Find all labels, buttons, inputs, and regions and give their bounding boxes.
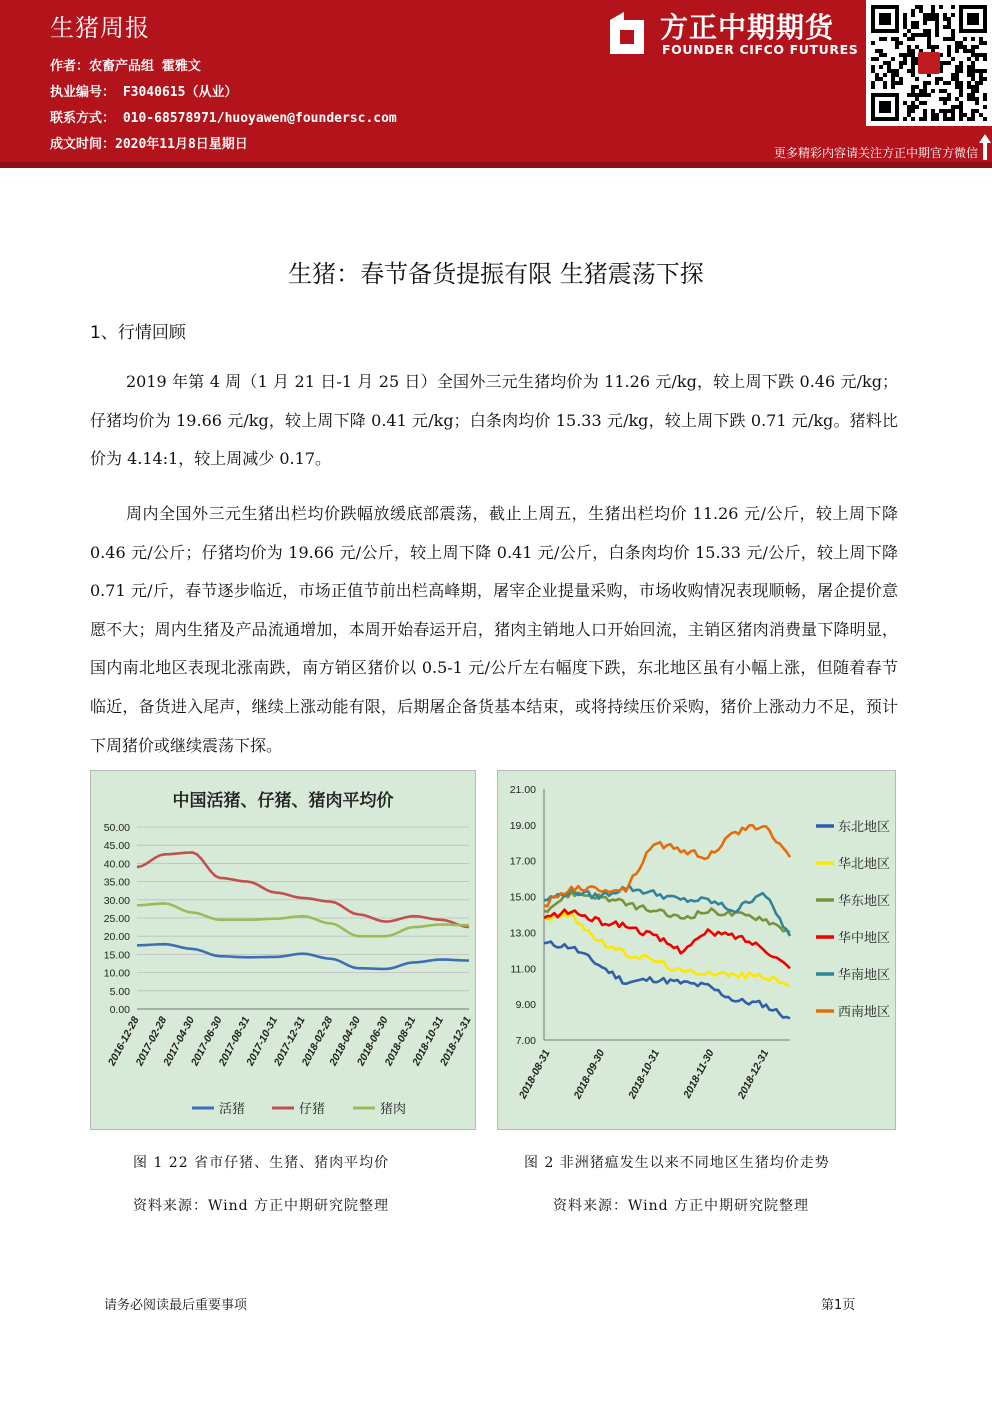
license-line: 执业编号： F3040615（从业） [50,85,238,100]
chart-1-legend-label: 仔猪 [299,1102,326,1117]
chart-1-y-tick: 5.00 [109,985,130,998]
chart-1-x-tick: 2018-10-31 [410,1014,446,1068]
chart-1-y-tick: 0.00 [109,1004,130,1016]
chart-1-y-tick: 35.00 [103,876,130,889]
chart-1-y-tick: 45.00 [103,840,130,853]
chart-1 [90,770,476,1130]
chart-1-y-tick: 20.00 [103,931,130,944]
page-number: 第1页 [821,1298,856,1313]
chart-2-x-tick: 2018-10-31 [626,1047,662,1101]
chart-1-x-tick: 2016-12-28 [105,1014,142,1068]
document-title: 生猪：春节备货提振有限 生猪震荡下探 [288,260,704,288]
paragraph-2: 周内全国外三元生猪出栏均价跌幅放缓底部震荡，截止上周五，生猪出栏均价 11.26 元/公斤，较上周下降 0.46 元/公斤；仔猪均价为 19.66 元/公斤，较上周下降 0.41 元/公斤，白条肉均价 15.33 元/公斤，较上周下降 0.71 元/斤，春节逐步临近，市场正值节前出栏高峰期，屠宰企业提量采购，市场收购情况表现顺畅，屠企提价意愿不大；周内生猪及产品流通增加，本周开始春运开启，猪肉主销地人口开始回流，主销区猪肉消费量下降明显，国内南北地区表现北涨南跌，南方销区猪价以 0.5-1 元/公斤左右幅度下跌，东北地区虽有小幅上涨，但随着春节临近，备货进入尾声，继续上涨动能有限，后期屠企备货基本结束，或将持续压价采购，猪价上涨动力不足，预计下周猪价或继续震荡下探。 [90,504,898,755]
chart-1-x-tick: 2017-06-30 [188,1014,225,1068]
chart-1-y-tick: 25.00 [103,913,130,925]
chart-1-x-tick: 2017-10-31 [244,1014,280,1068]
chart-2-series-line-2 [544,892,790,932]
chart-1-y-tick: 15.00 [103,949,130,962]
chart-2 [497,770,896,1130]
figure-1-source: 资料来源：Wind 方正中期研究院整理 [133,1198,390,1214]
chart-2-legend-label: 华北地区 [838,857,891,872]
chart-2-legend-label: 华南地区 [838,968,891,983]
logo-mark-icon [606,10,652,56]
logo-cn-text: 方正中期期货 [660,11,835,44]
chart-1-legend-label: 猪肉 [380,1102,407,1117]
chart-1-y-tick: 40.00 [103,858,130,871]
chart-2-legend-label: 东北地区 [838,820,891,835]
report-type: 生猪周报 [50,14,150,42]
chart-2-svg [498,771,895,1129]
chart-2-y-tick: 15.00 [509,891,536,904]
chart-2-series-line-1 [544,911,790,986]
chart-2-y-tick: 21.00 [509,784,536,796]
chart-1-y-tick: 50.00 [103,822,130,834]
chart-1-svg [91,771,475,1129]
logo-en-text: FOUNDER CIFCO FUTURES [662,42,859,57]
chart-2-legend-label: 西南地区 [838,1005,891,1020]
chart-2-x-tick: 2018-12-31 [735,1047,772,1101]
footer-notice: 请务必阅读最后重要事项 [104,1298,248,1313]
chart-2-series-line-0 [544,942,790,1019]
chart-1-x-tick: 2018-02-28 [299,1014,336,1068]
chart-2-y-tick: 7.00 [515,1035,536,1047]
figure-2-source: 资料来源：Wind 方正中期研究院整理 [553,1198,810,1214]
chart-2-y-tick: 19.00 [509,819,536,832]
chart-1-y-tick: 30.00 [103,894,130,907]
chart-1-y-tick: 10.00 [103,967,130,980]
chart-2-x-tick: 2018-11-30 [681,1047,717,1101]
chart-1-legend-label: 活猪 [219,1102,246,1117]
chart-1-x-tick: 2017-08-31 [216,1014,253,1068]
chart-1-x-tick: 2018-08-31 [382,1014,419,1068]
chart-1-title: 中国活猪、仔猪、猪肉平均价 [172,791,394,811]
figure-2-caption: 图 2 非洲猪瘟发生以来不同地区生猪均价走势 [524,1155,830,1171]
chart-2-y-tick: 13.00 [509,927,536,940]
section-heading: 1、行情回顾 [90,323,186,343]
chart-1-x-tick: 2018-04-30 [327,1014,363,1068]
chart-2-x-tick: 2018-08-31 [516,1047,553,1101]
report-header [0,0,992,162]
figure-1-caption: 图 1 22 省市仔猪、生猪、猪肉平均价 [133,1155,390,1171]
chart-1-series-line-0 [137,944,469,969]
chart-2-y-tick: 9.00 [515,999,536,1012]
date-line: 成文时间：2020年11月8日星期日 [50,137,248,152]
chart-1-x-tick: 2017-02-28 [133,1014,170,1068]
qr-code-icon [866,0,992,126]
up-arrow-icon [978,133,992,161]
chart-2-x-tick: 2018-09-30 [571,1047,608,1101]
company-logo [606,8,859,58]
contact-line: 联系方式： 010-68578971/huoyawen@foundersc.com [50,111,397,126]
author-line: 作者：农畜产品组 霍雅文 [50,59,201,74]
header-rule [0,162,992,168]
wechat-slogan: 更多精彩内容请关注方正中期官方微信 [773,146,978,160]
chart-1-x-tick: 2017-12-31 [271,1014,308,1068]
chart-2-y-tick: 17.00 [509,855,536,868]
chart-1-series-line-2 [137,903,469,936]
paragraph-1: 2019 年第 4 周（1 月 21 日-1 月 25 日）全国外三元生猪均价为 11.26 元/kg，较上周下跌 0.46 元/kg；仔猪均价为 19.66 元/kg，较上周下降 0.41 元/kg；白条肉均价 15.33 元/kg，较上周下跌 0.71 元/kg。猪料比价为 4.14:1，较上周减少 0.17。 [90,372,898,469]
chart-1-x-tick: 2017-04-30 [161,1014,197,1068]
chart-2-legend-label: 华中地区 [838,931,891,946]
chart-2-series-line-4 [544,886,790,936]
chart-2-legend-label: 华东地区 [838,894,891,909]
chart-1-x-tick: 2018-12-31 [437,1014,474,1068]
chart-2-y-tick: 11.00 [510,963,536,976]
chart-1-x-tick: 2018-06-30 [354,1014,391,1068]
